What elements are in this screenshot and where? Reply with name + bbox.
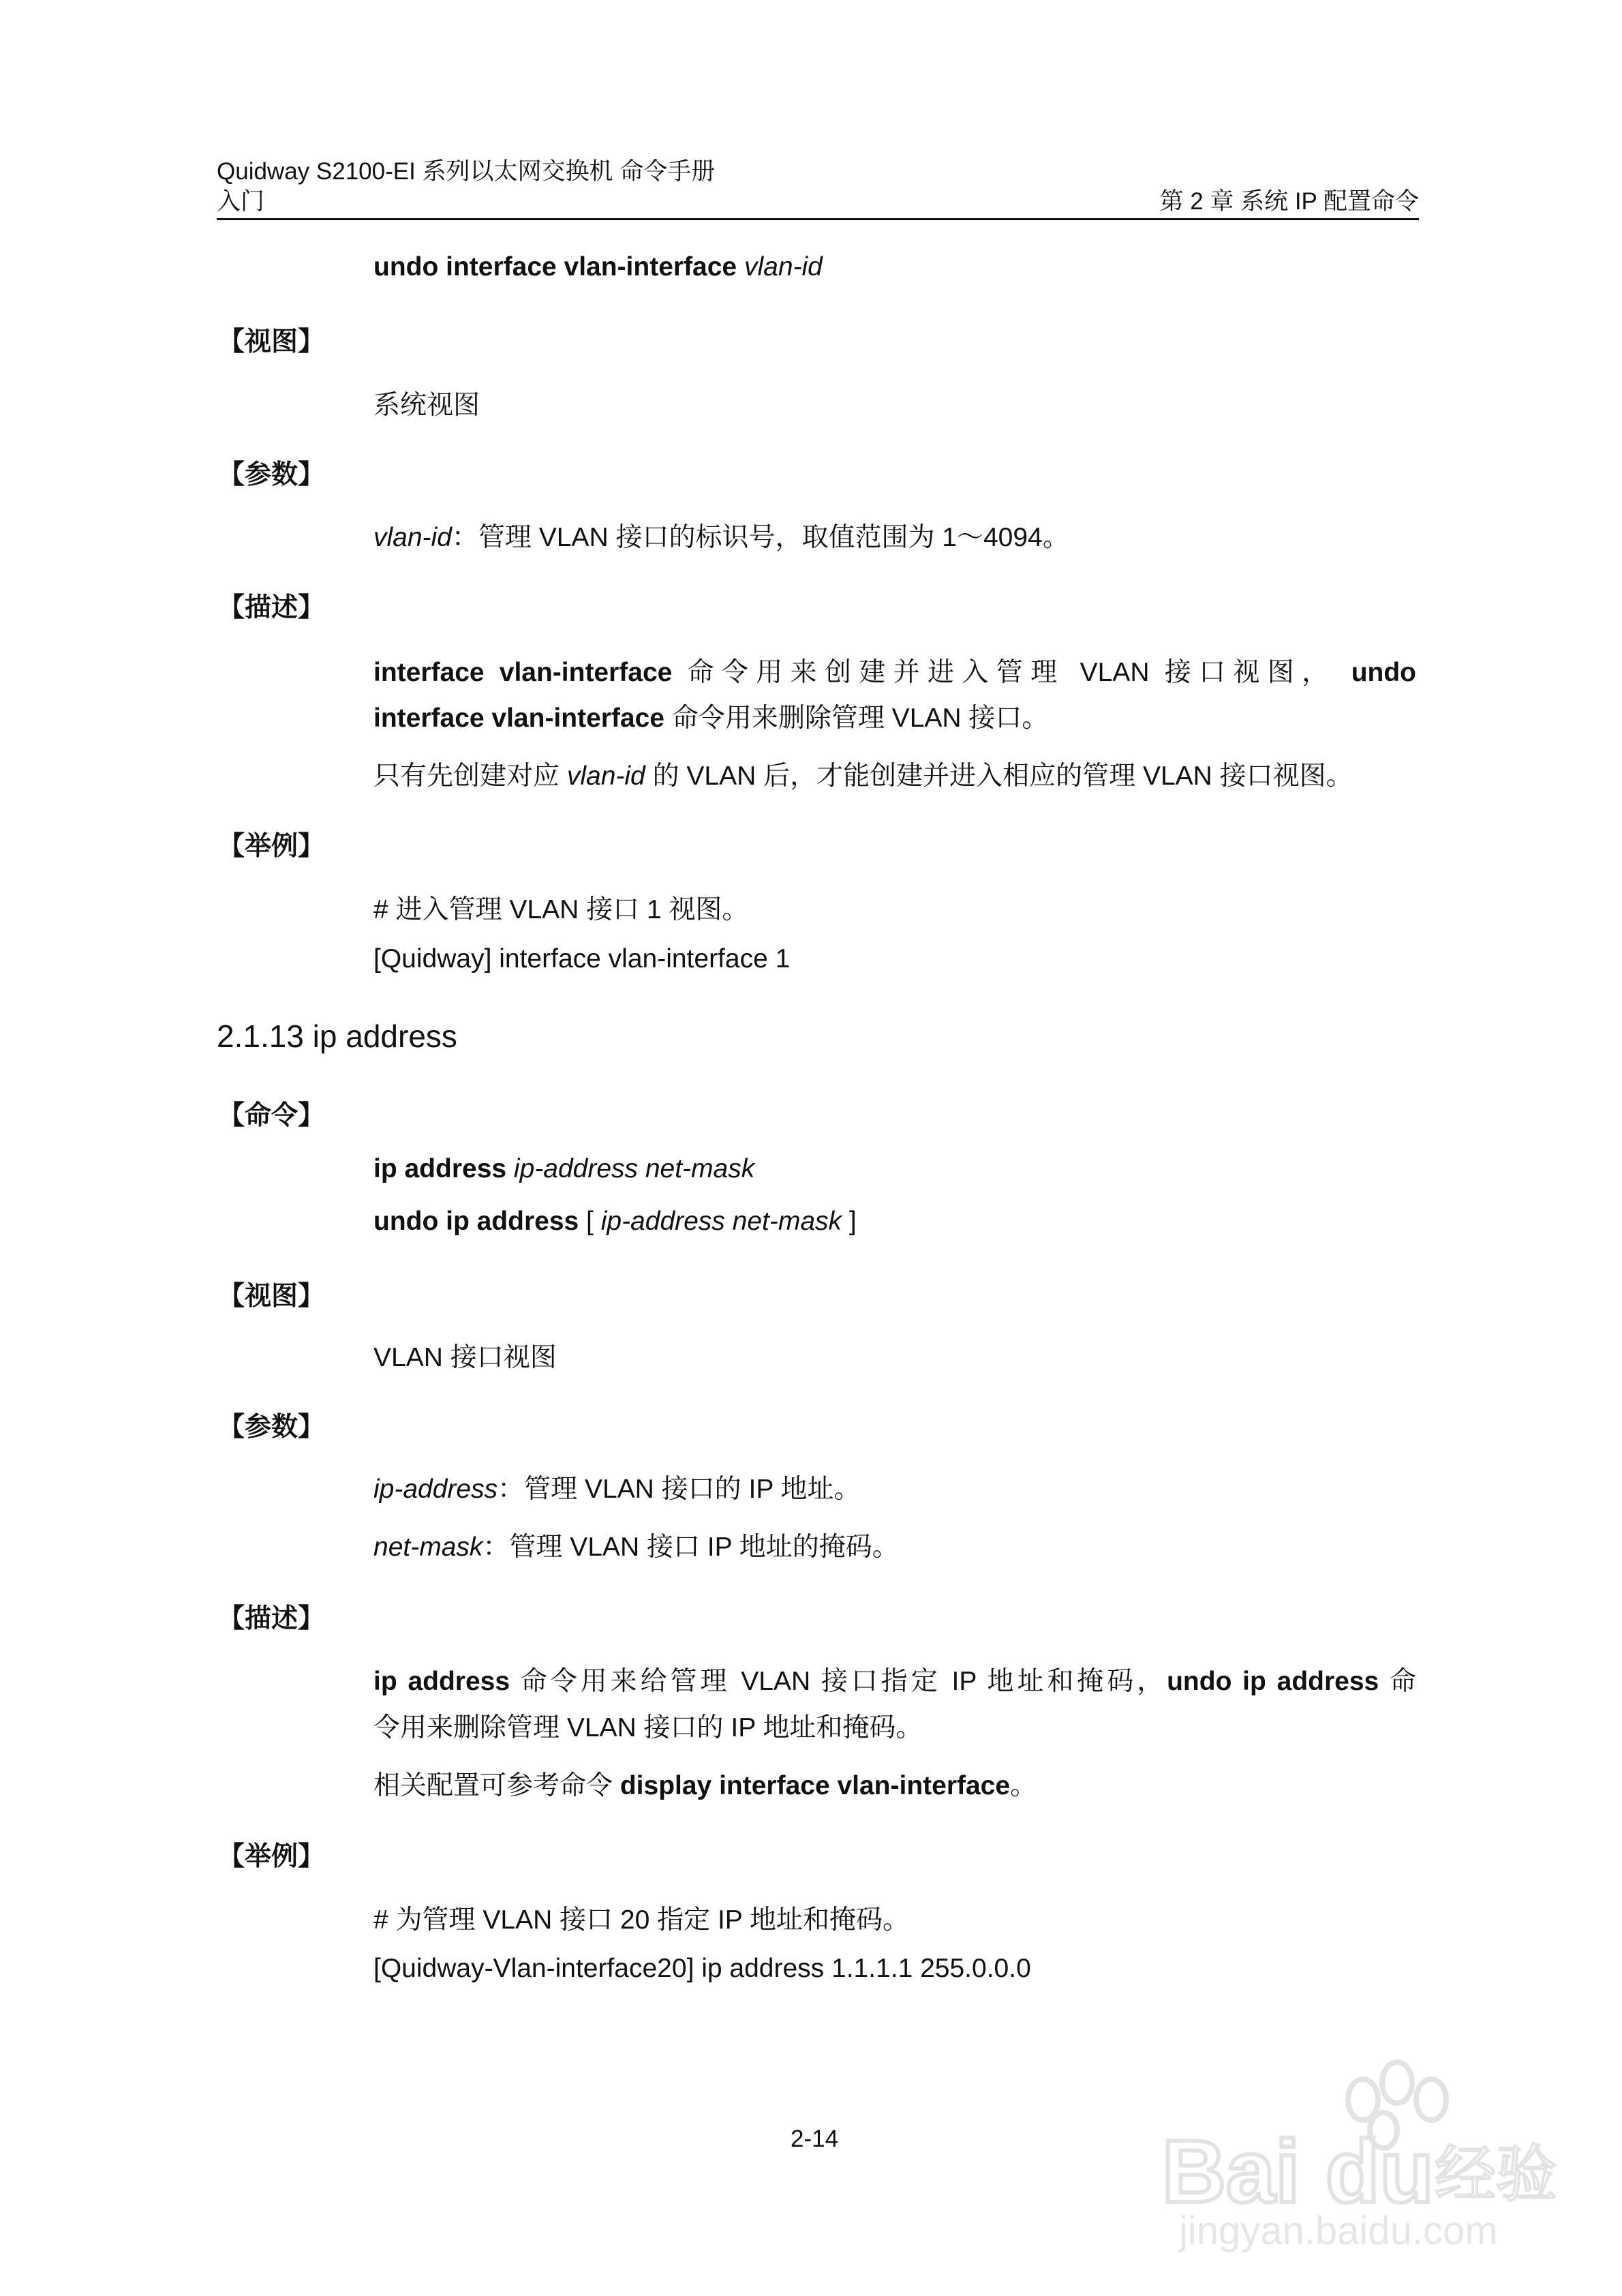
view-text: VLAN 接口视图 [373, 1343, 557, 1372]
description-text: 命令用来删除管理 VLAN 接口。 [664, 704, 1049, 733]
param-name: net-mask [373, 1532, 483, 1562]
command-keyword: ip address [373, 1154, 507, 1183]
description-keyword: interface vlan-interface [373, 704, 665, 733]
description-text: 只有先创建对应 [373, 761, 567, 791]
param-name: ip-address [373, 1475, 498, 1504]
example-command: [Quidway-Vlan-interface20] ip address 1.1.1.1 255.0.0.0 [373, 1954, 1031, 1983]
header-subtitle: 入门 [217, 188, 265, 215]
view-heading: 【视图】 [218, 327, 325, 357]
command-argument: vlan-id [744, 252, 823, 282]
command-keyword: undo interface vlan-interface [373, 252, 737, 282]
description-text: 命令用来给管理 VLAN 接口指定 IP 地址和掩码， [510, 1667, 1167, 1696]
svg-text:Bai: Bai [1162, 2121, 1300, 2221]
svg-text:jingyan.baidu.com: jingyan.baidu.com [1179, 2209, 1498, 2253]
baidu-jingyan-watermark [1159, 2045, 1557, 2253]
description-heading: 【描述】 [218, 593, 325, 622]
undo-command-syntax [373, 252, 823, 282]
header-title: Quidway S2100-EI 系列以太网交换机 命令手册 [217, 158, 716, 185]
bracket: ] [842, 1207, 857, 1236]
param-net-mask [373, 1526, 899, 1564]
description-keyword: undo [1351, 658, 1416, 687]
command-heading: 【命令】 [218, 1101, 325, 1130]
header-chapter: 第 2 章 系统 IP 配置命令 [1159, 188, 1419, 215]
params-heading: 【参数】 [218, 1413, 325, 1442]
bracket: [ [579, 1207, 601, 1236]
header-divider [217, 218, 1419, 220]
params-heading: 【参数】 [218, 460, 325, 489]
example-command: [Quidway] interface vlan-interface 1 [373, 944, 791, 973]
header-row [217, 183, 1419, 217]
description-heading: 【描述】 [218, 1604, 325, 1633]
description-text: 。 [1010, 1771, 1037, 1800]
description-text: 的 VLAN 后，才能创建并进入相应的管理 VLAN 接口视图。 [645, 761, 1353, 791]
description-keyword: ip address [373, 1667, 510, 1696]
description-keyword: display interface vlan-interface [619, 1771, 1011, 1800]
description-keyword: undo ip address [1167, 1667, 1379, 1696]
example-comment: # 为管理 VLAN 接口 20 指定 IP 地址和掩码。 [373, 1905, 909, 1935]
description-line: 令用来删除管理 VLAN 接口的 IP 地址和掩码。 [373, 1713, 923, 1742]
param-description: ：管理 VLAN 接口的 IP 地址。 [498, 1475, 861, 1504]
param-name: vlan-id [373, 523, 452, 552]
command-keyword: undo ip address [373, 1207, 579, 1236]
view-text: 系统视图 [373, 391, 480, 420]
param-ip-address [373, 1468, 860, 1506]
example-comment: # 进入管理 VLAN 接口 1 视图。 [373, 895, 749, 924]
example-heading: 【举例】 [218, 1842, 325, 1871]
command-syntax [373, 1154, 754, 1184]
description-text: 命令用来创建并进入管理 VLAN 接口视图， [687, 658, 1336, 687]
param-description: ：管理 VLAN 接口的标识号，取值范围为 1～4094。 [451, 523, 1069, 552]
param-vlan-id [373, 516, 1069, 554]
svg-text:du: du [1326, 2121, 1434, 2221]
param-description: ：管理 VLAN 接口 IP 地址的掩码。 [483, 1532, 899, 1562]
description-argument: vlan-id [566, 761, 645, 791]
view-heading: 【视图】 [218, 1282, 325, 1311]
description-paragraph [373, 1764, 1037, 1802]
description-line [373, 697, 1048, 735]
description-keyword: interface vlan-interface [373, 658, 673, 687]
description-line [373, 651, 1416, 689]
undo-command-syntax [373, 1207, 857, 1237]
command-argument: ip-address net-mask [600, 1207, 842, 1236]
example-heading: 【举例】 [218, 832, 325, 861]
description-text: 命 [1379, 1667, 1417, 1696]
page-number: 2-14 [791, 2126, 839, 2152]
description-paragraph [373, 755, 1353, 793]
section-title: 2.1.13 ip address [217, 1018, 457, 1054]
svg-text:经验: 经验 [1435, 2139, 1557, 2210]
description-text: 相关配置可参考命令 [373, 1771, 620, 1800]
description-line [373, 1660, 1416, 1698]
command-argument: ip-address net-mask [506, 1154, 755, 1183]
